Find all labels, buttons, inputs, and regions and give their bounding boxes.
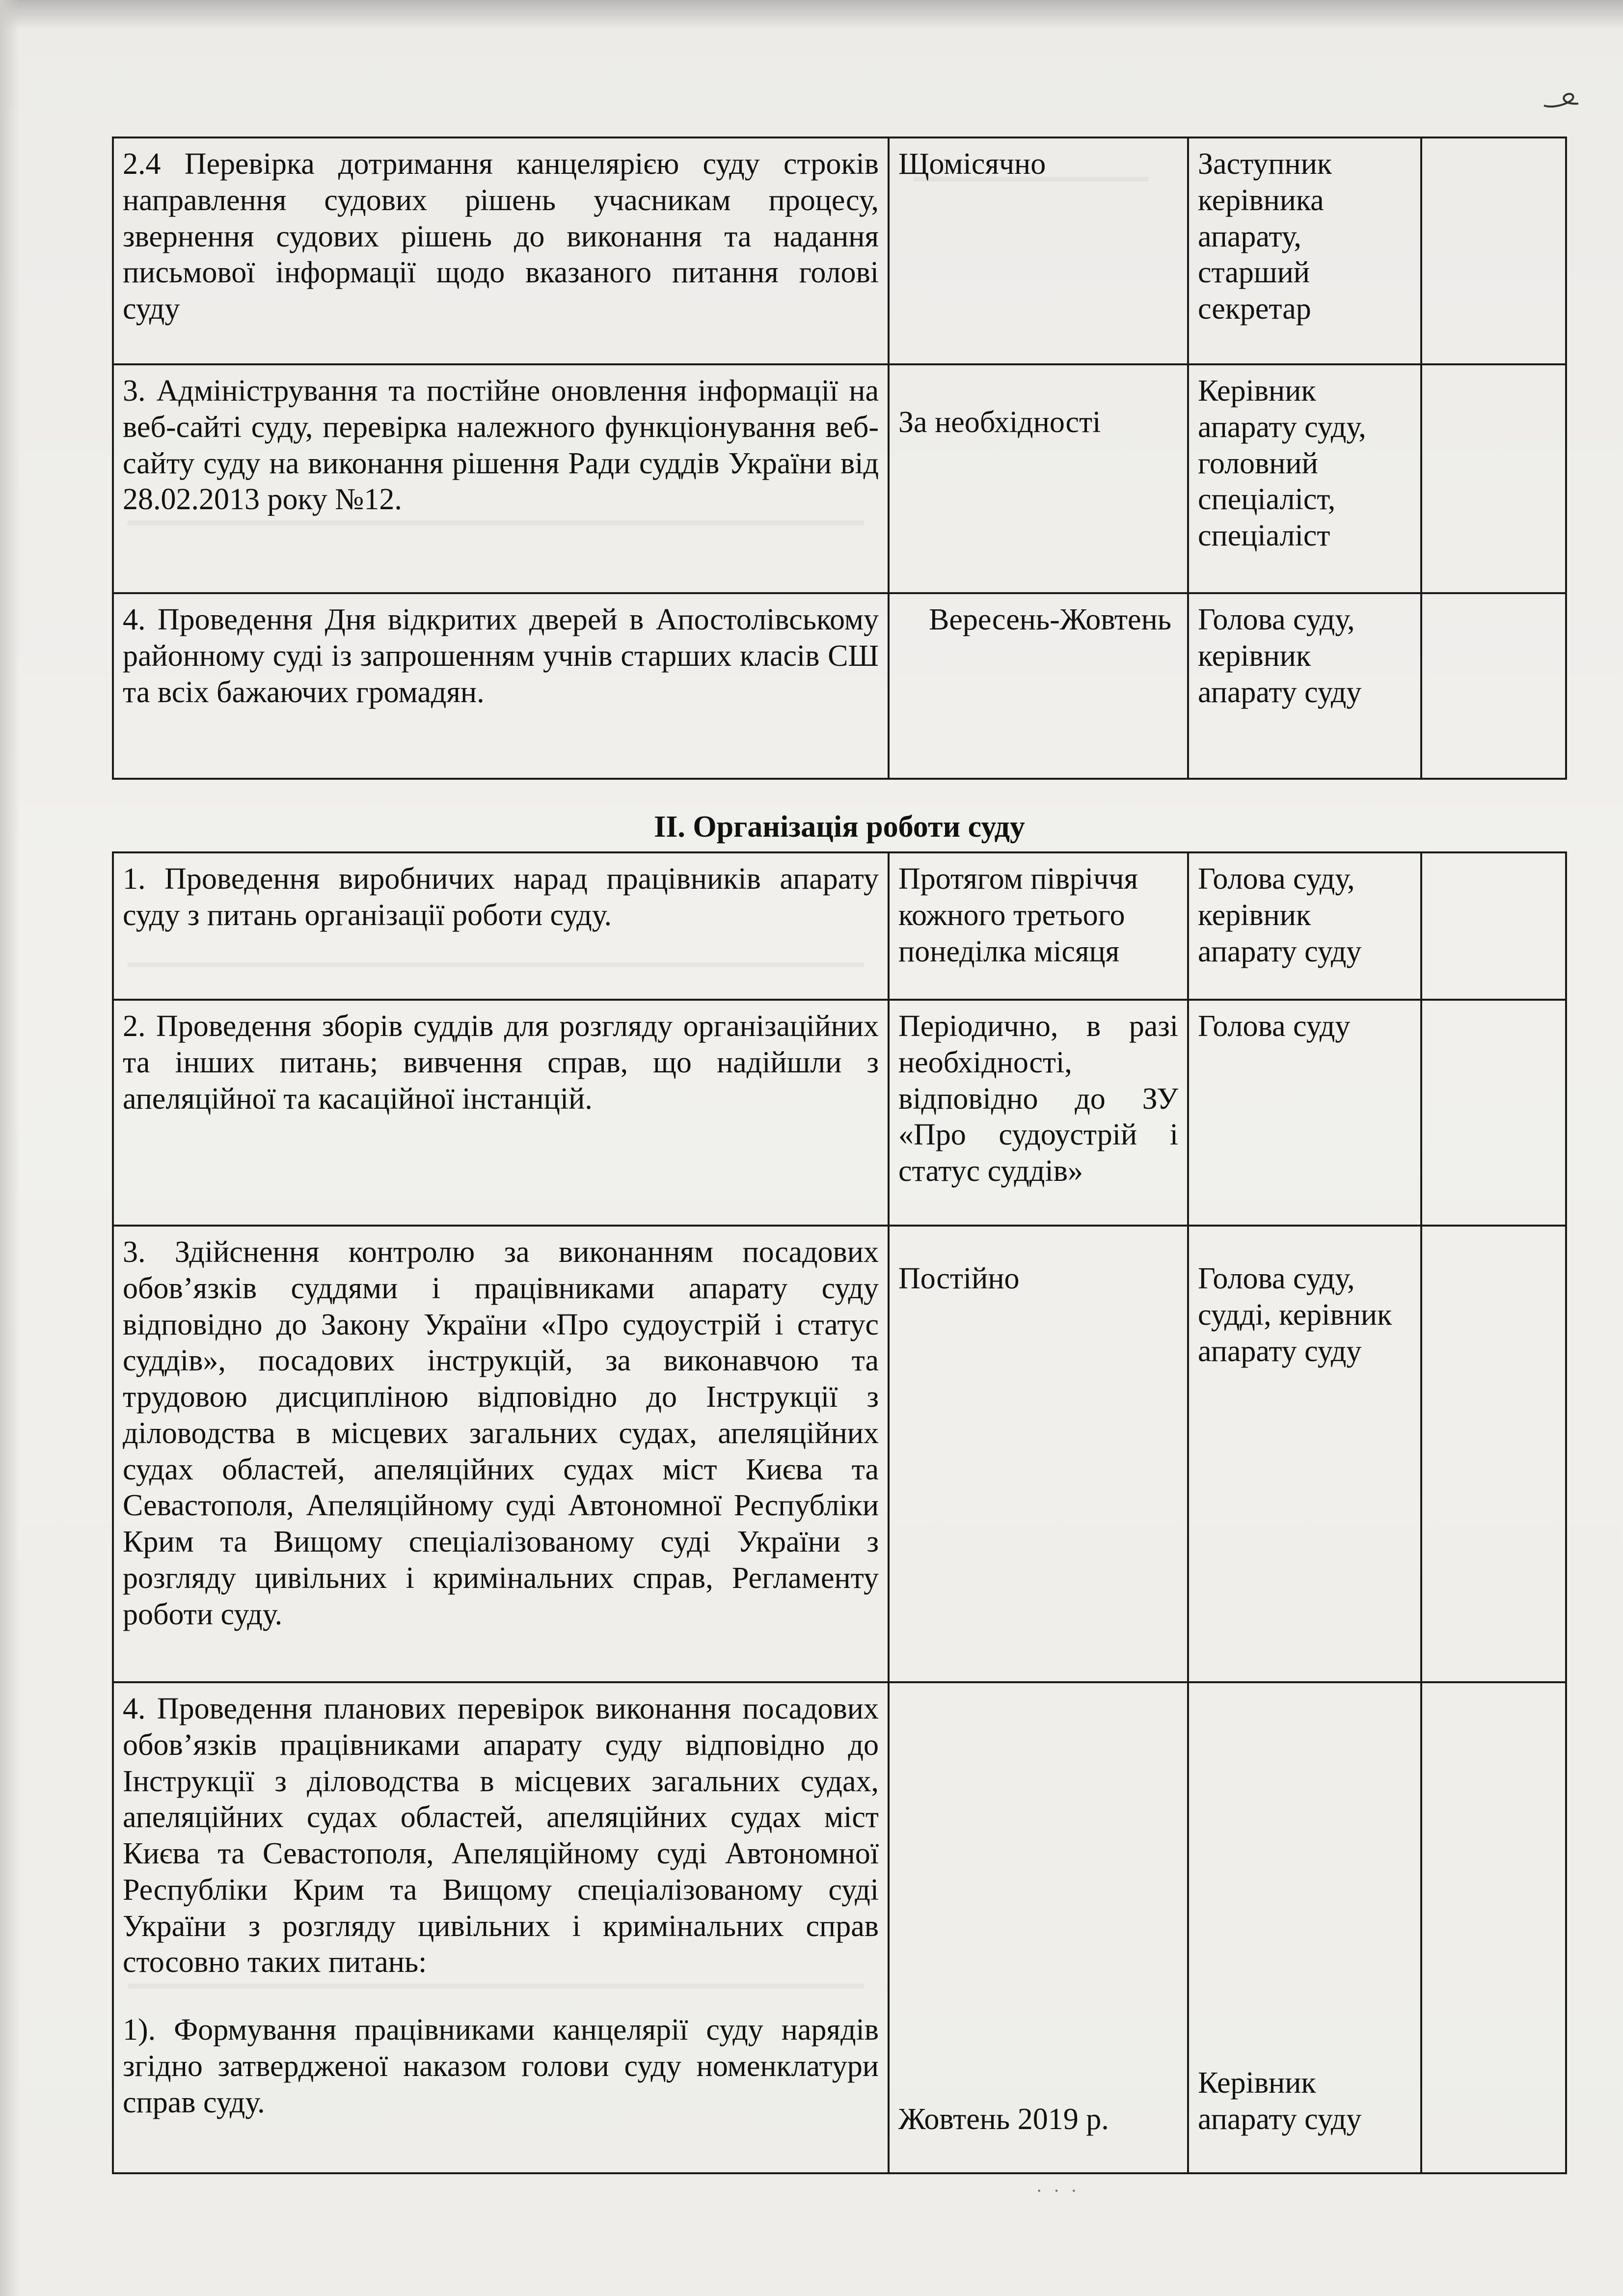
task-text: 4. Проведення планових перевірок виконання посадових обов’язків працівниками апарату суду відповідно до Інструкції з діловодства в місцевих загальних судах, апеляційних судах областей, апеляційних судах міст Києва та Севастополя, Апеляційному суді Автономної Республіки Крим та Вищому спеціалізованому суді України з розгляду цивільних і кримінальних справ стосовно таких питань:: [123, 1692, 879, 1979]
note-cell: [1421, 364, 1566, 593]
table-row: [113, 1226, 1566, 1682]
section-title: ІІ. Організація роботи суду: [654, 810, 1025, 844]
table-row: [113, 1000, 1566, 1226]
scan-shadow-top: [0, 0, 1623, 29]
pen-mark-icon: [1542, 86, 1581, 110]
responsible-cell: Голова суду, керівник апарату суду: [1188, 593, 1421, 779]
task-cell: 1. Проведення виробничих нарад працівників апарату суду з питань організації роботи суду.: [113, 852, 889, 1000]
responsible-cell: Голова суду, керівник апарату суду: [1188, 852, 1421, 1000]
term-cell: Жовтень 2019 р.: [889, 1682, 1188, 2173]
subtask-text: 1). Формування працівниками канцелярії суду нарядів згідно затвердженої наказом голови суду номенклатури справ суду.: [123, 2013, 879, 2119]
table-row: [113, 137, 1566, 364]
task-cell: [113, 1682, 889, 2173]
note-cell: [1421, 852, 1566, 1000]
note-cell: [1421, 1226, 1566, 1682]
note-cell: [1421, 1000, 1566, 1226]
table-row: [113, 593, 1566, 779]
spacer: [123, 1981, 879, 2012]
responsible-cell: Заступник керівника апарату, старший секретар: [1188, 137, 1421, 364]
task-cell: 2. Проведення зборів суддів для розгляду організаційних та інших питань; вивчення справ, що надійшли з апеляційної та касаційної інстанцій.: [113, 1000, 889, 1226]
term-cell: Періодично, в разі необхідності, відповідно до ЗУ «Про судоустрій і статус суддів»: [889, 1000, 1188, 1226]
task-cell: 2.4 Перевірка дотримання канцелярією суду строків направлення судових рішень учасникам процесу, звернення судових рішень до виконання та надання письмової інформації щодо вказаного питання голові суду: [113, 137, 889, 364]
section-row: [113, 779, 1566, 852]
term-cell: Постійно: [889, 1226, 1188, 1682]
term-cell: Вересень-Жовтень: [889, 593, 1188, 779]
note-cell: [1421, 137, 1566, 364]
work-plan-table: [112, 137, 1567, 2174]
responsible-cell: Голова суду: [1188, 1000, 1421, 1226]
scan-speck: · · ·: [1036, 2180, 1080, 2202]
task-cell: 3. Адміністрування та постійне оновлення інформації на веб-сайті суду, перевірка належного функціонування веб-сайту суду на виконання рішення Ради суддів України від 28.02.2013 року №12.: [113, 364, 889, 593]
term-cell: Щомісячно: [889, 137, 1188, 364]
scan-shadow-left: [0, 0, 20, 2296]
responsible-cell: Голова суду, судді, керівник апарату суду: [1188, 1226, 1421, 1682]
note-cell: [1421, 593, 1566, 779]
term-cell: Протягом півріччя кожного третього понеділка місяця: [889, 852, 1188, 1000]
responsible-cell: Керівник апарату суду: [1188, 1682, 1421, 2173]
task-cell: 3. Здійснення контролю за виконанням посадових обов’язків суддями і працівниками апарату суду відповідно до Закону України «Про судоустрій і статус суддів», посадових інструкцій, за виконавчою та трудовою дисципліною відповідно до Інструкції з діловодства в місцевих загальних судах, апеляційних судах областей, апеляційних судах міст Києва та Севастополя, Апеляційному суді Автономної Республіки Крим та Вищому спеціалізованому суді України з розгляду цивільних і кримінальних справ, Регламенту роботи суду.: [113, 1226, 889, 1682]
table-row: [113, 1682, 1566, 2173]
note-cell: [1421, 1682, 1566, 2173]
table-row: [113, 852, 1566, 1000]
responsible-cell: Керівник апарату суду, головний спеціаліст, спеціаліст: [1188, 364, 1421, 593]
table-row: [113, 364, 1566, 593]
task-cell: 4. Проведення Дня відкритих дверей в Апостолівському районному суді із запрошенням учнів старших класів СШ та всіх бажаючих громадян.: [113, 593, 889, 779]
term-cell: За необхідності: [889, 364, 1188, 593]
